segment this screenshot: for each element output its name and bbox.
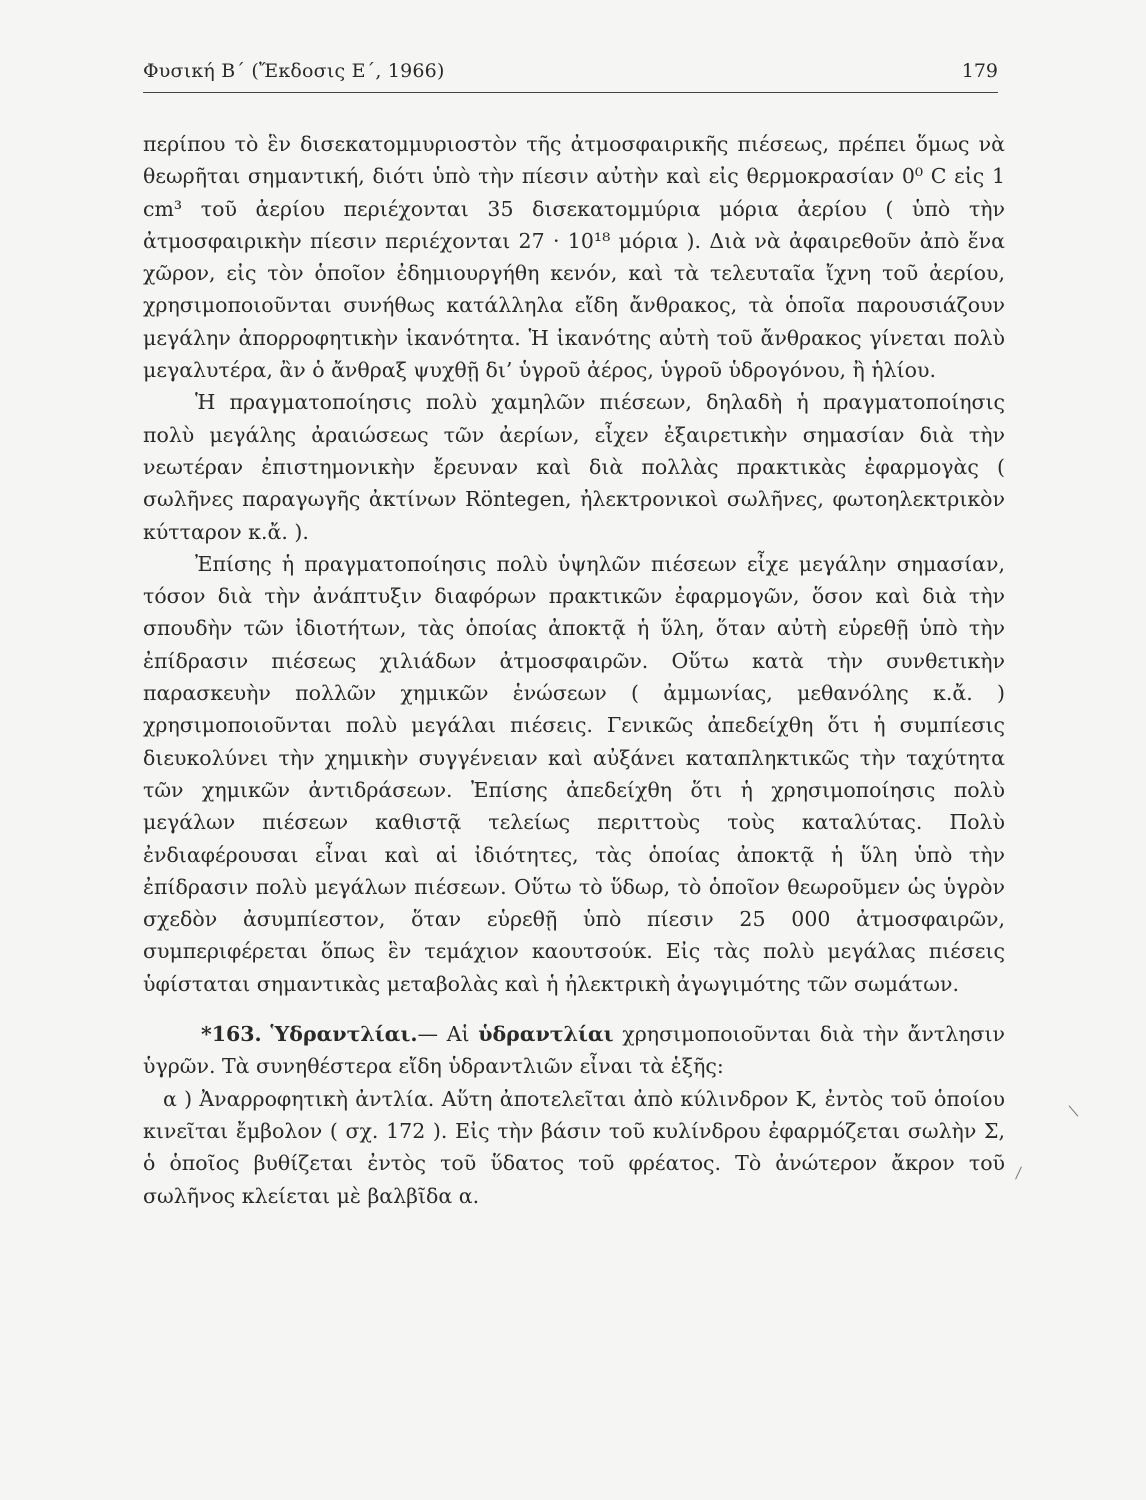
margin-mark: [1069, 1105, 1079, 1116]
section-pumps: [143, 1018, 1005, 1083]
page-header: [143, 58, 998, 93]
section-text: χρησιμοποιοῦνται διὰ τὴν ἄντλησιν ὑγρῶν. Τὰ συνηθέστερα εἴδη ὑδραντλιῶν εἶναι τὰ ἑξῆς:: [143, 1022, 1005, 1079]
section-dash: — Αἱ: [417, 1022, 479, 1047]
page-number: 179: [961, 60, 998, 82]
section-term: ὑδραντλίαι: [478, 1022, 614, 1047]
section-number: *163.: [201, 1022, 262, 1047]
paragraph-high-pressures: Ἐπίσης ἡ πραγματοποίησις πολὺ ὑψηλῶν πιέσεων εἶχε μεγάλην σημασίαν, τόσον διὰ τὴν ἀνάπτυξιν διαφόρων πρακτικῶν ἐφαρμογῶν, ὅσον καὶ διὰ τὴν σπουδὴν τῶν ἰδιοτήτων, τὰς ὁποίας ἀποκτᾷ ἡ ὕλη, ὅταν αὐτὴ εὑρεθῇ ὑπὸ τὴν ἐπίδρασιν πιέσεως χιλιάδων ἀτμοσφαιρῶν. Οὕτω κατὰ τὴν συνθετικὴν παρασκευὴν πολλῶν χημικῶν ἑνώσεων ( ἀμμωνίας, μεθανόλης κ.ἄ. ) χρησιμοποιοῦνται πολὺ μεγάλαι πιέσεις. Γενικῶς ἀπεδείχθη ὅτι ἡ συμπίεσις διευκολύνει τὴν χημικὴν συγγένειαν καὶ αὐξάνει καταπληκτικῶς τὴν ταχύτητα τῶν χημικῶν ἀντιδράσεων. Ἐπίσης ἀπεδείχθη ὅτι ἡ χρησιμοποίησις πολὺ μεγάλων πιέσεων καθιστᾷ τελείως περιττοὺς τοὺς καταλύτας. Πολὺ ἐνδιαφέρουσαι εἶναι καὶ αἱ ἰδιότητες, τὰς ὁποίας ἀποκτᾷ ἡ ὕλη ὑπὸ τὴν ἐπίδρασιν πολὺ μεγάλων πιέσεων. Οὕτω τὸ ὕδωρ, τὸ ὁποῖον θεωροῦμεν ὡς ὑγρὸν σχεδὸν ἀσυμπίεστον, ὅταν εὑρεθῇ ὑπὸ πίεσιν 25 000 ἀτμοσφαιρῶν, συμπεριφέρεται ὅπως ἓν τεμάχιον καουτσούκ. Εἰς τὰς πολὺ μεγάλας πιέσεις ὑφίσταται σημαντικὰς μεταβολὰς καὶ ἡ ἠλεκτρικὴ ἀγωγιμότης τῶν σωμάτων.: [143, 551, 1005, 996]
paragraph-continuation: περίπου τὸ ἓν δισεκατομμυριοστὸν τῆς ἀτμοσφαιρικῆς πιέσεως, πρέπει ὅμως νὰ θεωρῆται σημαντική, διότι ὑπὸ τὴν πίεσιν αὐτὴν καὶ εἰς θερμοκρασίαν 0⁰ C εἰς 1 cm³ τοῦ ἀερίου περιέχονται 35 δισεκατομμύρια μόρια ἀερίου ( ὑπὸ τὴν ἀτμοσφαιρικὴν πίεσιν περιέχονται 27 · 10¹⁸ μόρια ). Διὰ νὰ ἀφαιρεθοῦν ἀπὸ ἕνα χῶρον, εἰς τὸν ὁποῖον ἐδημιουργήθη κενόν, καὶ τὰ τελευταῖα ἴχνη τοῦ ἀερίου, χρησιμοποιοῦνται συνήθως κατάλληλα εἴδη ἄνθρακος, τὰ ὁποῖα παρουσιάζουν μεγάλην ἀπορροφητικὴν ἱκανότητα. Ἡ ἱκανότης αὐτὴ τοῦ ἄνθρακος γίνεται πολὺ μεγαλυτέρα, ἂν ὁ ἄνθραξ ψυχθῇ δι’ ὑγροῦ ἀέρος, ὑγροῦ ὑδρογόνου, ἢ ἡλίου.: [143, 132, 1005, 383]
body-text: [143, 128, 1005, 1212]
paragraph-low-pressures: Ἡ πραγματοποίησις πολὺ χαμηλῶν πιέσεων, δηλαδὴ ἡ πραγματοποίησις πολὺ μεγάλης ἀραιώσεως τῶν ἀερίων, εἶχεν ἐξαιρετικὴν σημασίαν διὰ τὴν νεωτέραν ἐπιστημονικὴν ἔρευναν καὶ διὰ πολλὰς πρακτικὰς ἐφαρμογὰς ( σωλῆνες παραγωγῆς ἀκτίνων Röntegen, ἠλεκτρονικοὶ σωλῆνες, φωτοηλεκτρικὸν κύτταρον κ.ἄ. ).: [143, 390, 1005, 544]
list-item-suction-pump: α ) Ἀναρροφητικὴ ἀντλία. Αὕτη ἀποτελεῖται ἀπὸ κύλινδρον Κ, ἐντὸς τοῦ ὁποίου κινεῖται ἔμβολον ( σχ. 172 ). Εἰς τὴν βάσιν τοῦ κυλίνδρου ἐφαρμόζεται σωλὴν Σ, ὁ ὁποῖος βυθίζεται ἐντὸς τοῦ ὕδατος τοῦ φρέατος. Τὸ ἀνώτερον ἄκρον τοῦ σωλῆνος κλείεται μὲ βαλβῖδα α.: [143, 1086, 1005, 1208]
section-title: Ὑδραντλίαι.: [270, 1022, 418, 1047]
running-title: Φυσική Β΄ (Ἔκδοσις Ε΄, 1966): [143, 60, 445, 82]
margin-mark: [1015, 1166, 1022, 1179]
